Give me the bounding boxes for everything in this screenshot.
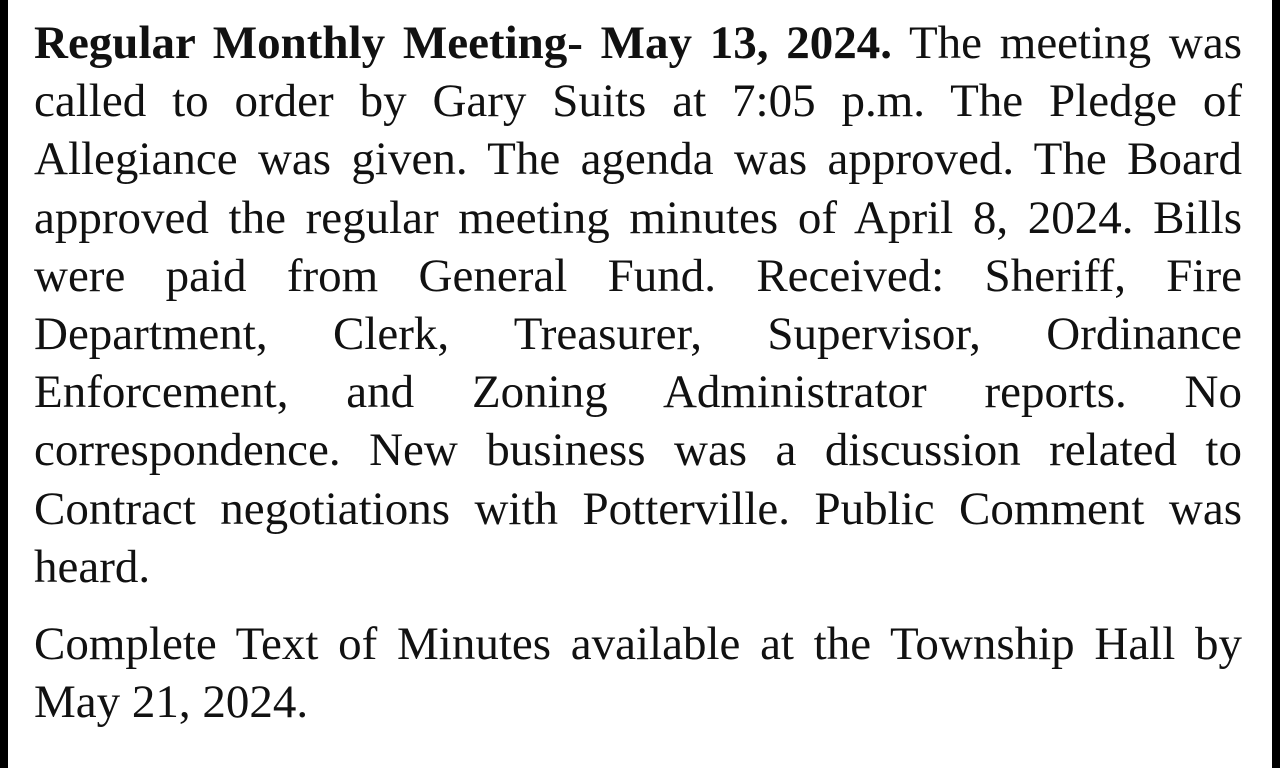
meeting-heading: Regular Monthly Meeting- May 13, 2024. [34,17,893,69]
meeting-minutes-notice [8,0,1272,768]
availability-paragraph: Complete Text of Minutes available at the Township Hall by May 21, 2024. [34,618,1242,729]
minutes-body: The meeting was called to order by Gary Suits at 7:05 p.m. The Pledge of Allegiance was given. The agenda was approved. The Board approved the regular meeting minutes of April 8, 2024. Bills were paid from General Fund. Received: Sheriff, Fire Department, Clerk, Treasurer, Supervisor, Ordinance Enforcement, and Zoning Administrator reports. No correspondence. New business was a discussion related to Contract negotiations with Potterville. Public Comment was heard. [34,17,1242,593]
minutes-paragraph [34,14,1242,596]
